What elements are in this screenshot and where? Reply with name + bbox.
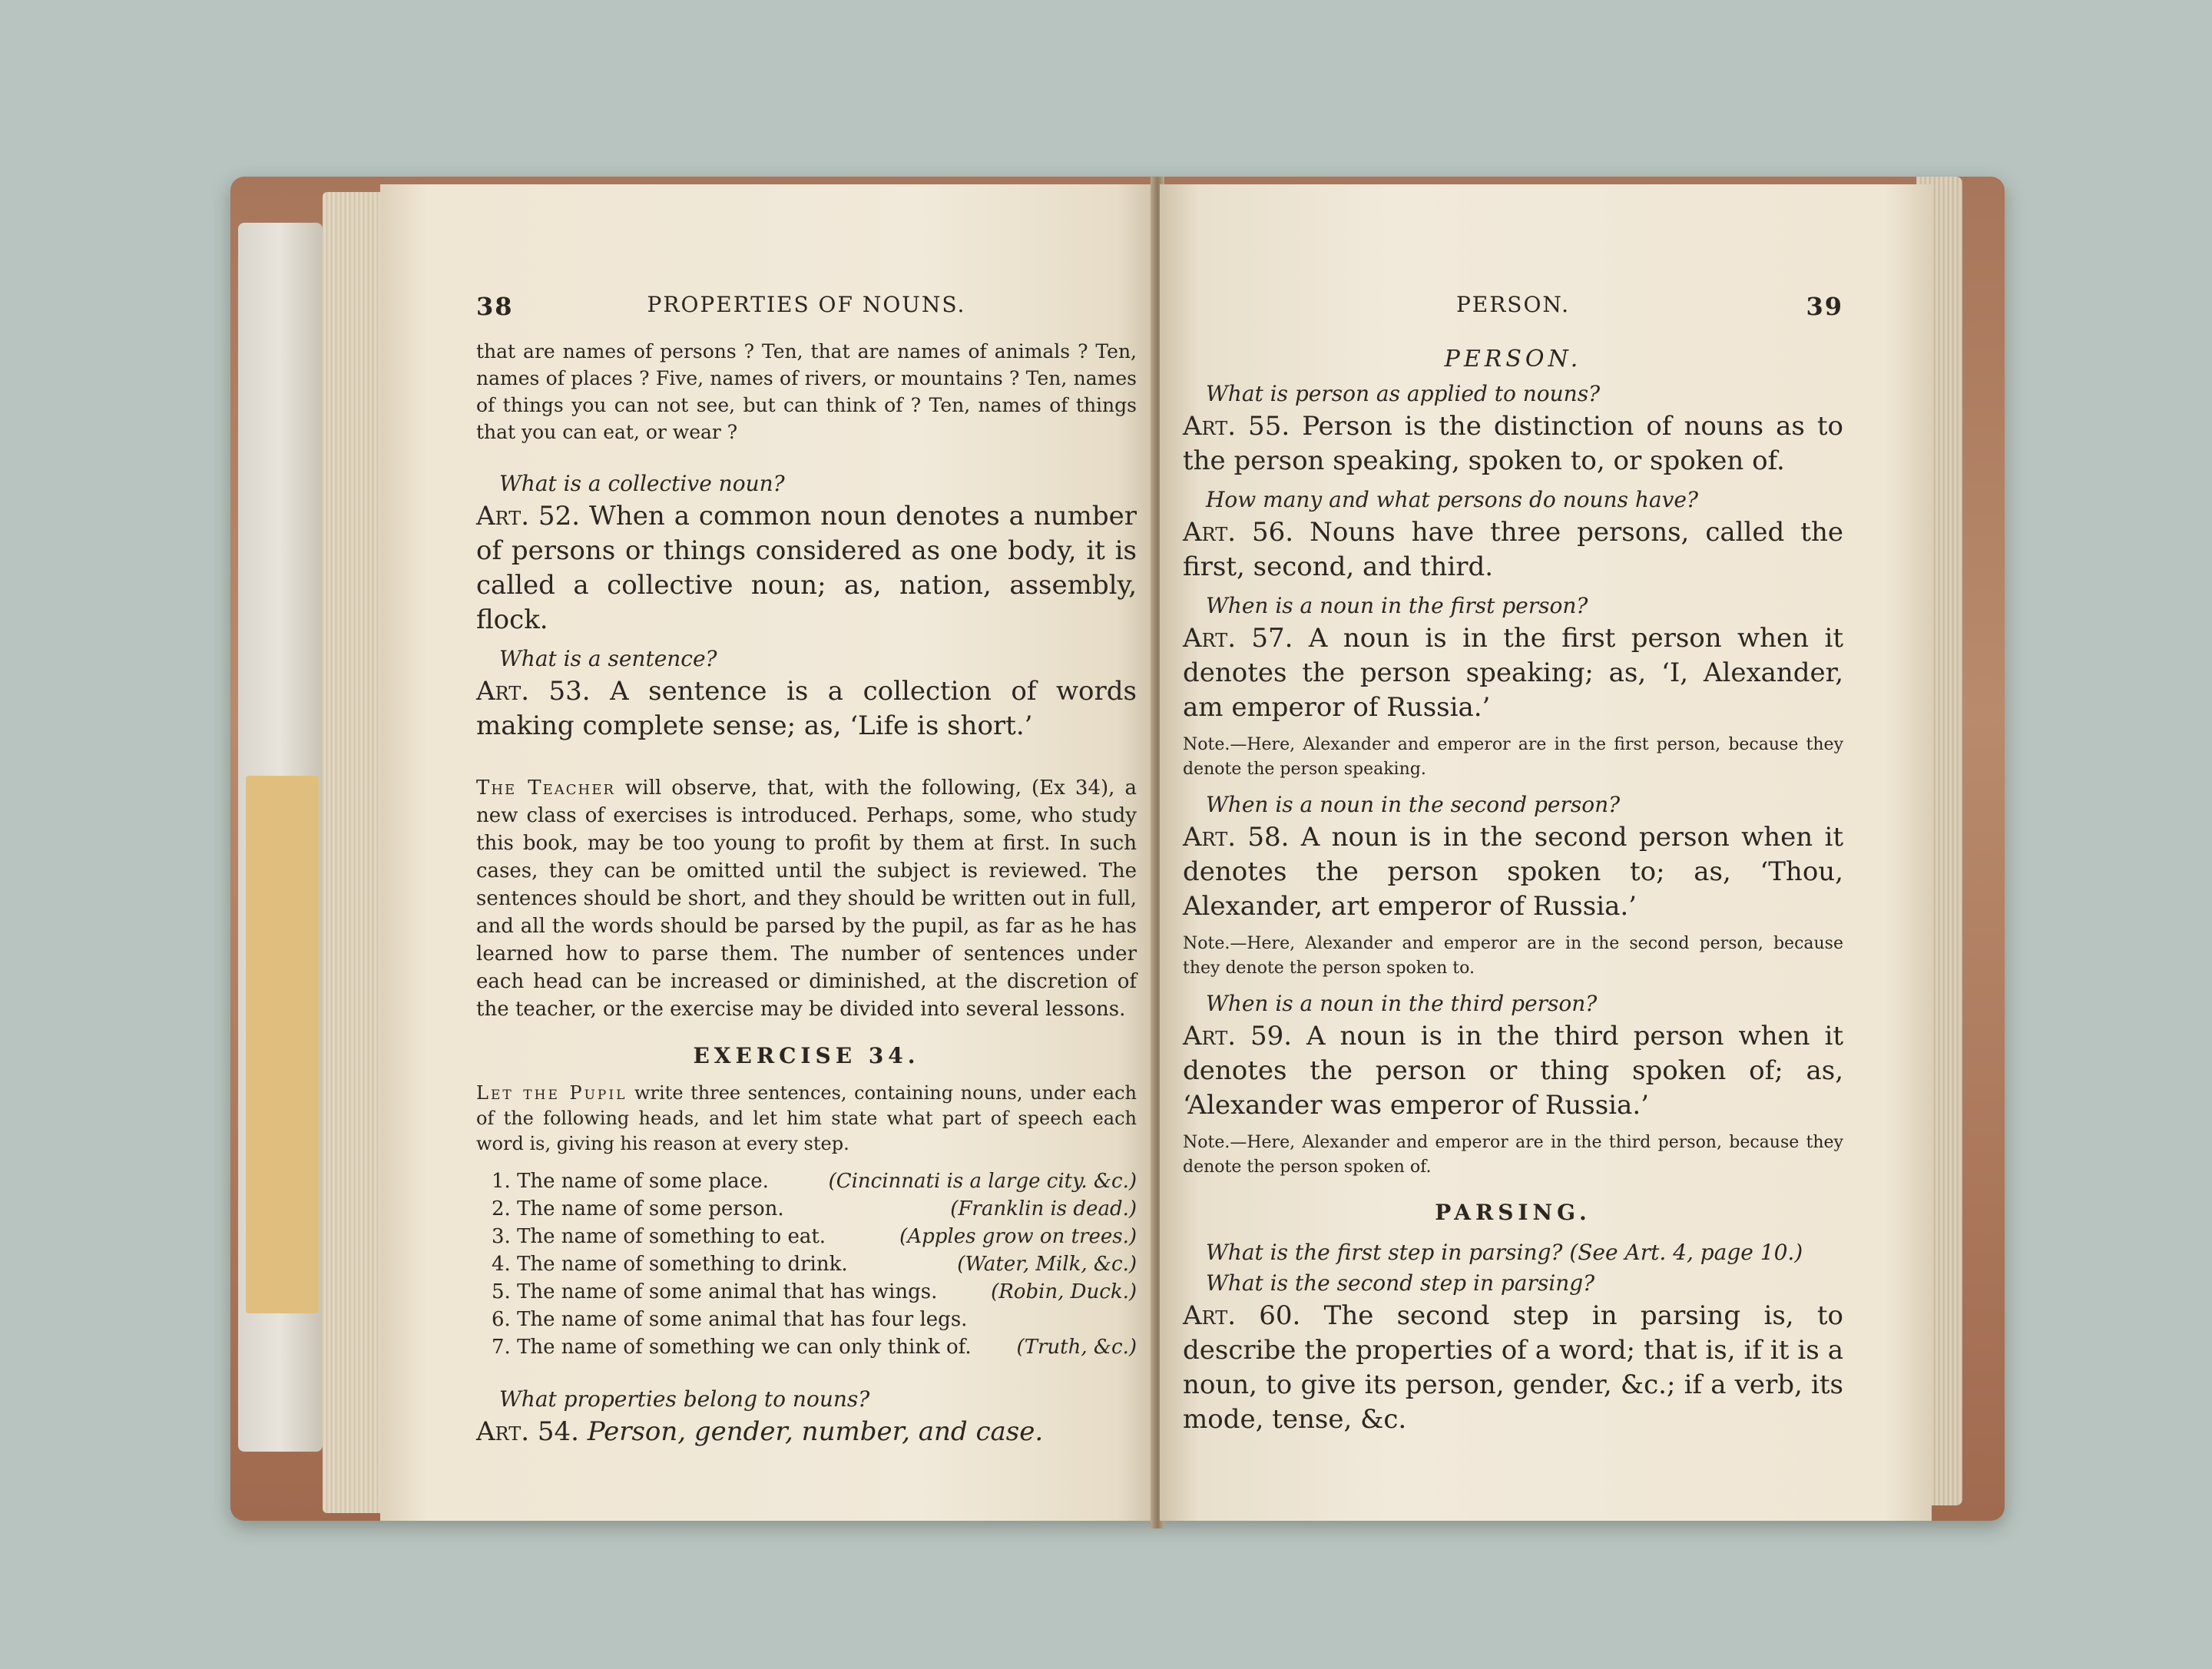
question-third-person: When is a noun in the third person? bbox=[1206, 991, 1598, 1016]
list-item: 4. The name of something to drink. (Water, Milk, &c.) bbox=[492, 1253, 1137, 1276]
question-first-step: What is the first step in parsing? (See Art. 4, page 10.) bbox=[1206, 1240, 1803, 1265]
left-page-edges bbox=[323, 192, 384, 1513]
article-label: Art. 52. bbox=[476, 501, 581, 531]
note-second-person: Note.—Here, Alexander and emperor are in the second person, because they denote the person spoken to. bbox=[1183, 934, 1843, 978]
exercise-instructions bbox=[476, 1081, 1137, 1157]
list-item: 1. The name of some place. (Cincinnati is a large city. &c.) bbox=[492, 1170, 1137, 1193]
article-58 bbox=[1183, 820, 1843, 924]
intro-paragraph: that are names of persons ? Ten, that are names of animals ? Ten, names of places ? Five, names of rivers, or mountains ? Ten, names of things you can not see, but can think of ? Ten, names of things that you can eat, or wear ? bbox=[476, 340, 1137, 443]
article-label: Art. 56. bbox=[1183, 517, 1294, 548]
right-page bbox=[1160, 184, 1932, 1521]
article-text: A noun is in the second person when it denotes the person spoken to; as, ‘Thou, Alexander, art emperor of Russia.’ bbox=[1183, 822, 1843, 922]
list-item: 3. The name of something to eat. (Apples grow on trees.) bbox=[492, 1225, 1137, 1248]
article-text: A sentence is a collection of words making complete sense; as, ‘Life is short.’ bbox=[476, 676, 1137, 741]
question-person: What is person as applied to nouns? bbox=[1206, 381, 1601, 406]
teacher-lead: The Teacher bbox=[476, 777, 615, 800]
left-page bbox=[380, 184, 1156, 1521]
exercise-list bbox=[476, 1167, 1137, 1361]
article-52 bbox=[476, 499, 1137, 637]
exercise-lead: Let the Pupil bbox=[476, 1082, 628, 1104]
article-54 bbox=[476, 1415, 1137, 1449]
article-text: A noun is in the third person when it denotes the person or thing spoken of; as, ‘Alexander was emperor of Russia.’ bbox=[1183, 1021, 1844, 1121]
article-label: Art. 60. bbox=[1183, 1300, 1301, 1331]
right-page-content bbox=[1183, 292, 1843, 1437]
list-item: 5. The name of some animal that has wings. (Robin, Duck.) bbox=[492, 1280, 1137, 1303]
article-text: Person is the distinction of nouns as to the person speaking, spoken to, or spoken of. bbox=[1183, 411, 1843, 476]
list-item: 2. The name of some person. (Franklin is dead.) bbox=[492, 1197, 1137, 1220]
note-third-person: Note.—Here, Alexander and emperor are in the third person, because they denote the person spoken of. bbox=[1183, 1133, 1843, 1177]
article-label: Art. 55. bbox=[1183, 411, 1290, 442]
running-head-title: PERSON. bbox=[1455, 292, 1571, 317]
left-page-content bbox=[476, 292, 1137, 1449]
question-second-step: What is the second step in parsing? bbox=[1206, 1270, 1595, 1296]
article-label: Art. 57. bbox=[1183, 623, 1293, 654]
article-53 bbox=[476, 674, 1137, 743]
article-text: Nouns have three persons, called the first, second, and third. bbox=[1183, 517, 1843, 582]
list-item: 7. The name of something we can only think of. (Truth, &c.) bbox=[492, 1336, 1137, 1359]
article-57 bbox=[1183, 621, 1843, 725]
page-number: 39 bbox=[1806, 292, 1843, 321]
question-collective-noun: What is a collective noun? bbox=[499, 471, 785, 496]
right-running-head bbox=[1183, 292, 1843, 338]
article-text: The second step in parsing is, to describe the properties of a word; that is, if it is a noun, to give its person, gender, &c.; if a verb, its mode, tense, &c. bbox=[1183, 1300, 1843, 1435]
list-item: 6. The name of some animal that has four legs. bbox=[492, 1308, 968, 1331]
article-label: Art. 54. bbox=[476, 1416, 579, 1447]
article-label: Art. 59. bbox=[1183, 1021, 1293, 1051]
exercise-text: write three sentences, containing nouns, under each of the following heads, and let him state what part of speech each word is, giving his reason at every step. bbox=[476, 1082, 1137, 1154]
article-text: A noun is in the first person when it denotes the person speaking; as, ‘I, Alexander, am emperor of Russia.’ bbox=[1183, 623, 1843, 723]
teacher-text: will observe, that, with the following, (Ex 34), a new class of exercises is introduced. Perhaps, some, who study this book, may be too young to profit by them at first. In such cases, they can be omitted until the subject is reviewed. The sentences should be short, and they should be written out in full, and all the words should be parsed by the pupil, as far as he has learned how to parse them. The number of sentences under each head can be increased or diminished, at the discretion of the teacher, or the exercise may be divided into several lessons. bbox=[476, 777, 1137, 1021]
article-label: Art. 53. bbox=[476, 676, 591, 707]
note-first-person: Note.—Here, Alexander and emperor are in the first person, because they denote the person speaking. bbox=[1183, 735, 1843, 779]
section-heading-parsing: PARSING. bbox=[1435, 1200, 1591, 1225]
exposed-board-patch bbox=[246, 776, 319, 1313]
article-label: Art. 58. bbox=[1183, 822, 1290, 853]
question-properties: What properties belong to nouns? bbox=[499, 1386, 870, 1412]
article-59 bbox=[1183, 1019, 1843, 1123]
exercise-heading: EXERCISE 34. bbox=[693, 1043, 920, 1068]
question-how-many-persons: How many and what persons do nouns have? bbox=[1206, 487, 1698, 512]
open-book bbox=[230, 146, 2005, 1528]
question-first-person: When is a noun in the first person? bbox=[1206, 593, 1588, 618]
question-second-person: When is a noun in the second person? bbox=[1206, 792, 1621, 817]
running-head-title: PROPERTIES OF NOUNS. bbox=[647, 292, 966, 317]
teacher-note bbox=[476, 774, 1137, 1023]
article-55 bbox=[1183, 409, 1843, 479]
article-text: Person, gender, number, and case. bbox=[587, 1416, 1044, 1447]
left-running-head bbox=[476, 292, 1137, 338]
section-heading-person: PERSON. bbox=[1444, 346, 1582, 373]
article-text: When a common noun denotes a number of persons or things considered as one body, it is called a collective noun; as, nation, assembly, flock. bbox=[476, 501, 1137, 635]
article-56 bbox=[1183, 515, 1843, 584]
page-number: 38 bbox=[476, 292, 514, 321]
question-sentence: What is a sentence? bbox=[499, 646, 717, 671]
article-60 bbox=[1183, 1299, 1843, 1437]
